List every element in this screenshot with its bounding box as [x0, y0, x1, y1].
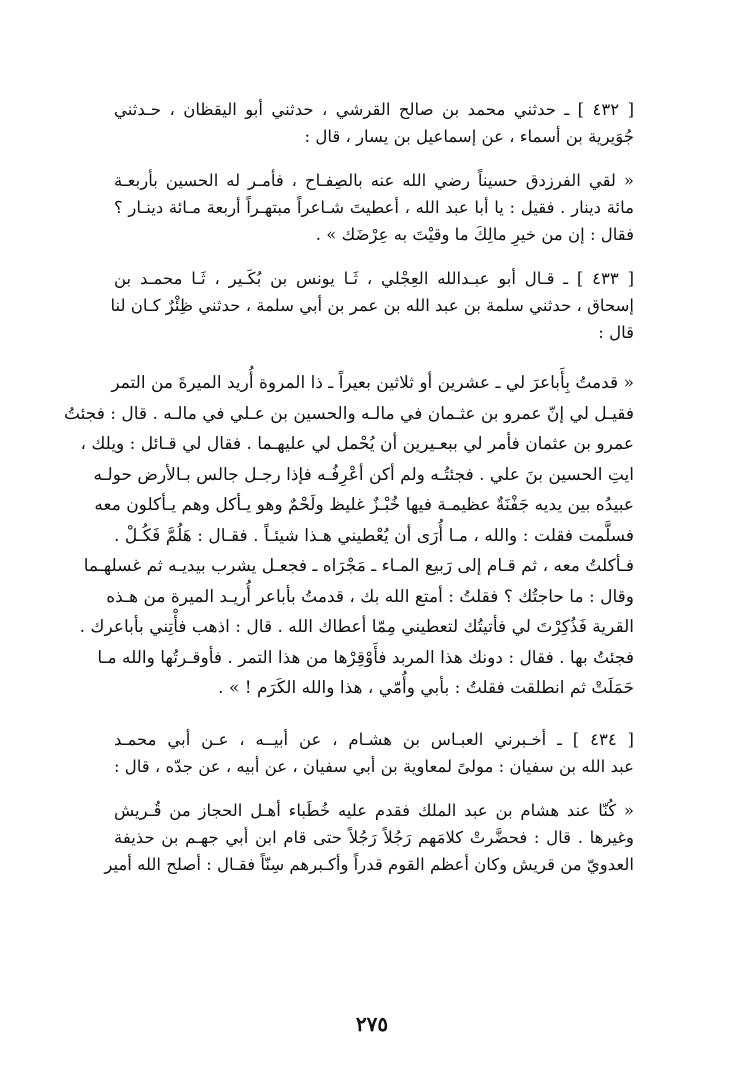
page-number: ٢٧٥: [355, 1012, 389, 1036]
page-body: [63, 96, 635, 878]
text-line: عبيدُه بين يديه جَفْنَةٌ عظيمـة فيها خُبْـزٌ غليظ ولَحْمٌ وهو يـأكل وهم يـأكلون معه: [94, 495, 634, 515]
paragraph-gap: [114, 780, 634, 797]
isnad-433: [110, 265, 635, 346]
text-line: حَمَلَتْ ثم انطلقت فقلتُ : بأبي وأُمّي ، هذا والله الكَرَم ! » .: [218, 678, 634, 698]
text-line: « قدمتُ بِأَباعرَ لي ـ عشرين أو ثلاثين بعيراً ـ ذا المروة أُريد الميرةَ من التمر: [111, 373, 634, 393]
text-line: [ ٤٣٣ ] ـ قـال أبو عبـدالله العِجْلي ، ثَـا يونس بن بُكَـير ، ثَـا محمـد بن: [114, 269, 635, 288]
text-line: فـأكلتُ معه ، ثم قـام إلى رَبيع المـاء ـ مَجْرَاه ـ فجعـل يشرب بيديـه ثم غسلهـما: [83, 556, 634, 576]
narration-434: [104, 797, 634, 878]
text-line: « لقي الفرزدق حسيناً رضي الله عنه بالصِفـاح ، فأمـر له الحسين بأربعـة: [114, 171, 634, 190]
text-line: فجئتُ بها . فقال : دونك هذا المربد فأَوْقِرْها من هذا التمر . فأوقـرتُها والله مـا: [97, 647, 634, 668]
text-line: وغيرها . قال : فحضَّرتْ كلامَهم رَجُلاً رَجُلاً حتى قام ابن أبي جهـم بن حذيفة: [114, 827, 634, 847]
narration-433: [63, 368, 634, 704]
isnad-434: [114, 726, 634, 780]
paragraph-gap: [114, 704, 634, 726]
text-line: إسحاق ، حدثني سلمة بن عبد الله بن عمر بن أبي سلمة ، حدثني ظِئْرٌ كـان لنا: [110, 296, 634, 315]
text-line: قال :: [598, 323, 634, 342]
text-line: عبد الله بن سفيان : مولىً لمعاوية بن أبي سفيان ، عن أبيه ، عن جدّه ، قال :: [113, 756, 634, 776]
text-line: العدويّ من قريش وكان أعظم القوم قدراً وأكـبرهم سِنّاً فقـال : أصلح الله أمير: [104, 854, 634, 874]
text-line: فقال : إن من خيرِ مالِكَ ما وقيْتَ به عِرْضَك » .: [315, 225, 634, 244]
text-line: فسلَّمت فقلت : والله ، مـا أُرَى أن يُعْطيني هـذا شيئـاً . فقـال : هَلُمَّ فَكُـلْ .: [114, 525, 634, 546]
narration-432: [114, 167, 634, 248]
isnad-432: [114, 96, 634, 150]
paragraph-gap: [114, 248, 634, 265]
text-line: مائة دينار . فقيل : يا أبا عبد الله ، أعطيتَ شـاعراً مبتهـراً أربعة مـائة دينـار ؟: [114, 198, 634, 217]
text-line: فقيـل لي إنّ عمرو بن عثـمان في مالـه والحسين بن عـلي في مالـه . قال : فجئتُ: [63, 403, 634, 424]
text-line: [ ٤٣٤ ] ـ أخـبرني العبـاس بن هشـام ، عن أبيــه ، عـن أبي محمـد: [114, 729, 634, 749]
text-line: عمرو بن عثمان فأمر لي ببعـيرين أن يُحْمل لي عليهـما . فقال لي قـائل : ويلك ،: [80, 434, 634, 454]
text-line: جُوَيرية بن أسماء ، عن إسماعيل بن يسار ، قال :: [304, 127, 634, 146]
text-line: « كُنّا عند هشام بن عبد الملك فقدم عليه خُطَباء أهـل الحجاز من قُـريش: [114, 800, 634, 820]
text-line: ايتِ الحسين بنَ علي . فجئتُـه ولم أكن أعْرِفُـه فإذا رجـل جالس بـالأرض حولـه: [93, 464, 634, 485]
paragraph-gap: [114, 346, 634, 368]
text-line: [ ٤٣٢ ] ـ حدثني محمد بن صالح القرشي ، حدثني أبو اليقظان ، حـدثني: [114, 100, 635, 119]
paragraph-gap: [114, 150, 634, 167]
text-line: القرية فَذُكِرْتَ لي فأتيتُك لتعطيني مِمّا أعطاك الله . قال : اذهب فأْتِني بأباعرك .: [79, 617, 634, 637]
text-line: وقال : ما حاجتُك ؟ فقلتُ : أمتع الله بك ، قدمتُ بأباعر أُريـد الميرة من هـذه: [106, 586, 634, 607]
